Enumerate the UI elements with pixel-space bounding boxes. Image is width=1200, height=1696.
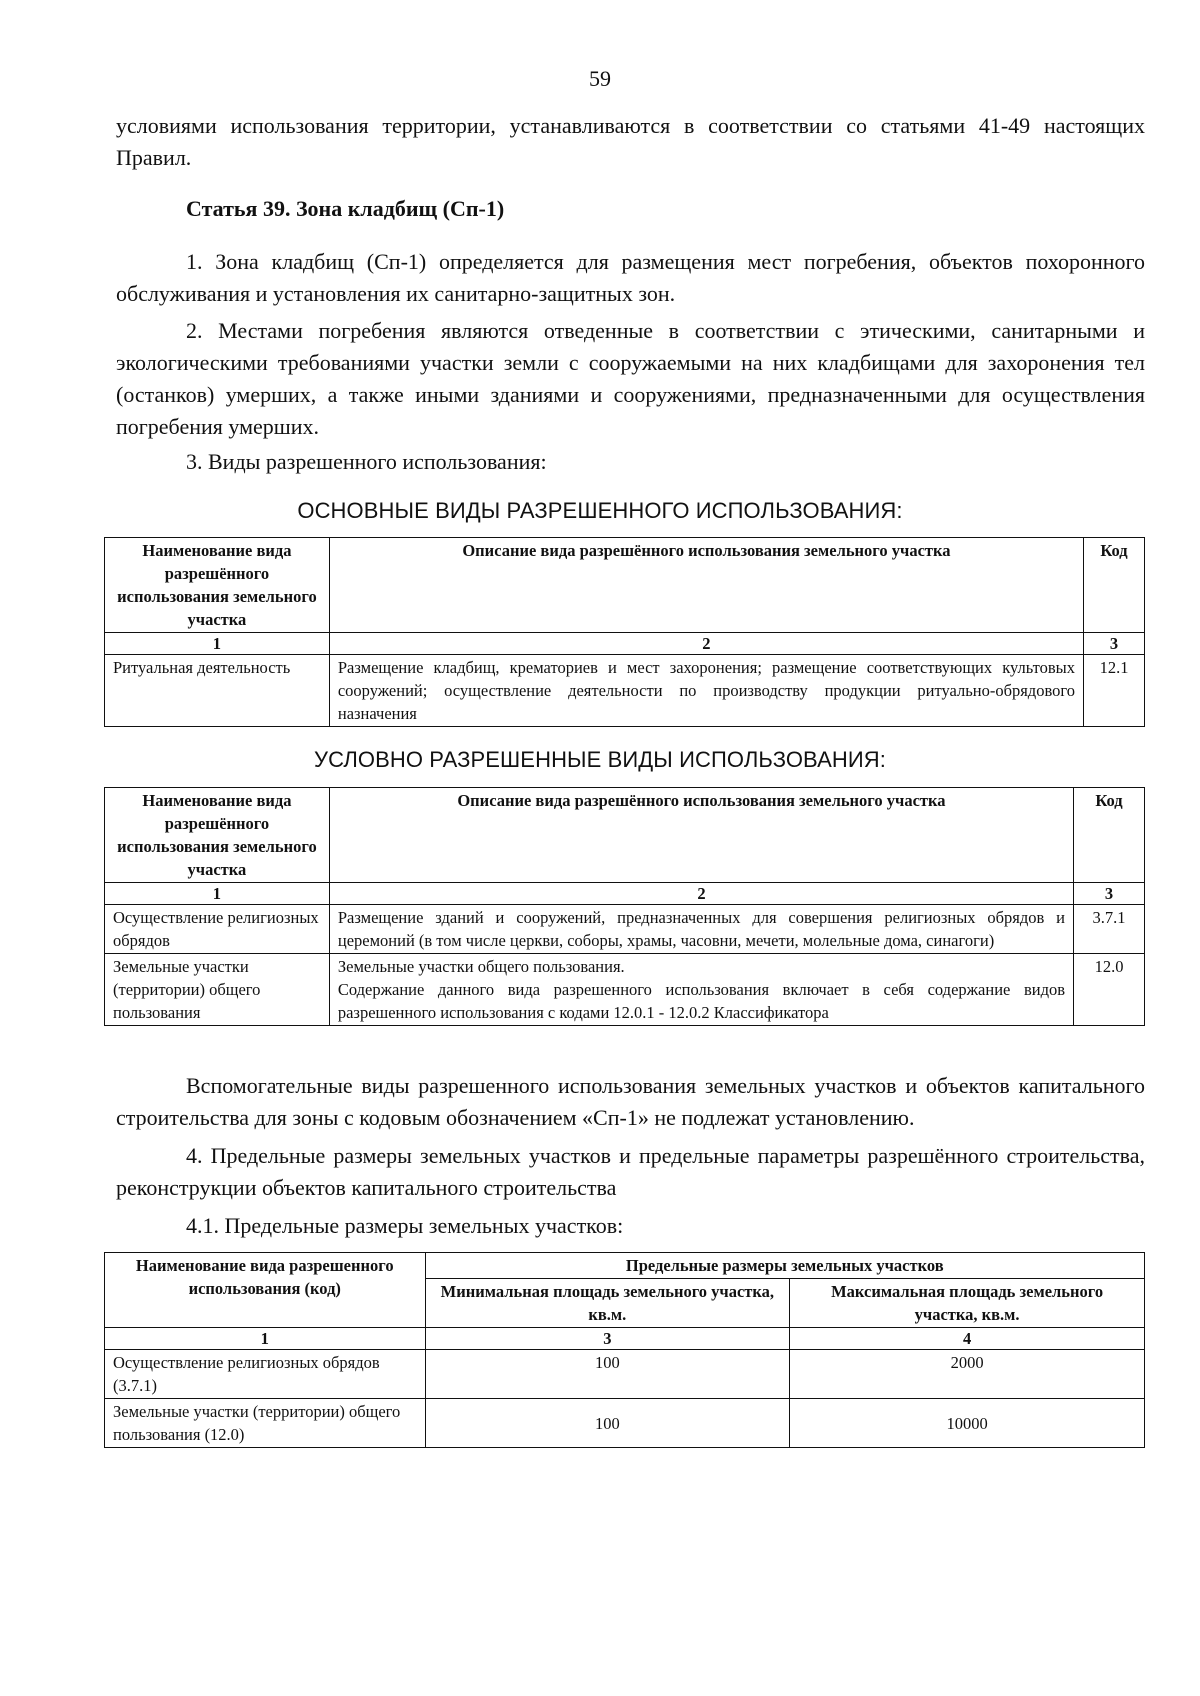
column-number: 3	[1084, 633, 1145, 655]
use-code: 12.0	[1074, 954, 1145, 1026]
table-header-row	[105, 1253, 1145, 1279]
header-min-area: Минимальная площадь земельного участка, кв.м.	[425, 1279, 790, 1328]
description-line: Земельные участки общего пользования.	[337, 957, 625, 976]
table-row	[105, 1399, 1145, 1448]
column-number: 1	[105, 883, 330, 905]
main-uses-caption: ОСНОВНЫЕ ВИДЫ РАЗРЕШЕННОГО ИСПОЛЬЗОВАНИЯ:	[297, 498, 903, 523]
column-number: 1	[105, 1328, 426, 1350]
header-description: Описание вида разрешённого использования земельного участка	[329, 538, 1083, 633]
use-name: Осуществление религиозных обрядов	[105, 905, 330, 954]
paragraph-3: 3. Виды разрешенного использования:	[186, 449, 547, 474]
table-row	[105, 1350, 1145, 1399]
min-area: 100	[425, 1350, 790, 1399]
header-code: Код	[1074, 788, 1145, 883]
table-row	[105, 905, 1145, 954]
use-code: 3.7.1	[1074, 905, 1145, 954]
column-number: 2	[329, 883, 1073, 905]
column-number: 1	[105, 633, 330, 655]
page-number: 59	[589, 66, 611, 91]
column-number: 4	[790, 1328, 1145, 1350]
intro-paragraph: условиями использования территории, устанавливаются в соответствии со статьями 41-49 настоящих Правил.	[116, 113, 1145, 170]
table-header-row	[105, 788, 1145, 883]
conditional-uses-table	[104, 787, 1145, 1026]
paragraph-4: 4. Предельные размеры земельных участков и предельные параметры разрешённого строительства, реконструкции объектов капитального строительства	[116, 1143, 1145, 1200]
max-area: 10000	[790, 1399, 1145, 1448]
paragraph-4-1: 4.1. Предельные размеры земельных участков:	[186, 1213, 624, 1238]
use-name: Осуществление религиозных обрядов (3.7.1)	[105, 1350, 426, 1399]
min-area: 100	[425, 1399, 790, 1448]
use-description: Размещение зданий и сооружений, предназначенных для совершения религиозных обрядов и церемоний (в том числе церкви, соборы, храмы, часовни, мечети, молельные дома, синагоги)	[329, 905, 1073, 954]
header-name: Наименование вида разрешённого использования земельного участка	[105, 788, 330, 883]
header-group: Предельные размеры земельных участков	[425, 1253, 1145, 1279]
table-row	[105, 655, 1145, 727]
plot-sizes-table	[104, 1252, 1145, 1448]
table-row	[105, 954, 1145, 1026]
header-name: Наименование вида разрешенного использования (код)	[105, 1253, 426, 1328]
table-header-row	[105, 538, 1145, 633]
use-name: Ритуальная деятельность	[105, 655, 330, 727]
max-area: 2000	[790, 1350, 1145, 1399]
table-number-row	[105, 1328, 1145, 1350]
conditional-uses-caption: УСЛОВНО РАЗРЕШЕННЫЕ ВИДЫ ИСПОЛЬЗОВАНИЯ:	[314, 747, 886, 772]
header-name: Наименование вида разрешённого использования земельного участка	[105, 538, 330, 633]
header-description: Описание вида разрешённого использования земельного участка	[329, 788, 1073, 883]
paragraph-1: 1. Зона кладбищ (Сп-1) определяется для размещения мест погребения, объектов похоронного обслуживания и установления их санитарно-защитных зон.	[116, 249, 1145, 306]
use-description: Размещение кладбищ, крематориев и мест захоронения; размещение соответствующих культовых сооружений; осуществление деятельности по производству продукции ритуально-обрядового назначения	[329, 655, 1083, 727]
main-uses-table	[104, 537, 1145, 727]
column-number: 3	[425, 1328, 790, 1350]
article-title: Статья 39. Зона кладбищ (Сп-1)	[186, 196, 505, 221]
column-number: 3	[1074, 883, 1145, 905]
use-description	[329, 954, 1073, 1026]
description-line: Содержание данного вида разрешенного использования включает в себя содержание видов разрешенного использования с кодами 12.0.1 - 12.0.2 Классификатора	[337, 980, 1066, 1022]
table-number-row	[105, 633, 1145, 655]
column-number: 2	[329, 633, 1083, 655]
header-max-area: Максимальная площадь земельного участка, кв.м.	[790, 1279, 1145, 1328]
use-code: 12.1	[1084, 655, 1145, 727]
use-name: Земельные участки (территории) общего пользования (12.0)	[105, 1399, 426, 1448]
header-code: Код	[1084, 538, 1145, 633]
table-number-row	[105, 883, 1145, 905]
auxiliary-uses-paragraph: Вспомогательные виды разрешенного использования земельных участков и объектов капитального строительства для зоны с кодовым обозначением «Сп-1» не подлежат установлению.	[116, 1073, 1145, 1130]
paragraph-2: 2. Местами погребения являются отведенные в соответствии с этическими, санитарными и экологическими требованиями участки земли с сооружаемыми на них кладбищами для захоронения тел (останков) умерших, а также иными зданиями и сооружениями, предназначенными для осуществления погребения умерших.	[116, 318, 1145, 439]
use-name: Земельные участки (территории) общего пользования	[105, 954, 330, 1026]
